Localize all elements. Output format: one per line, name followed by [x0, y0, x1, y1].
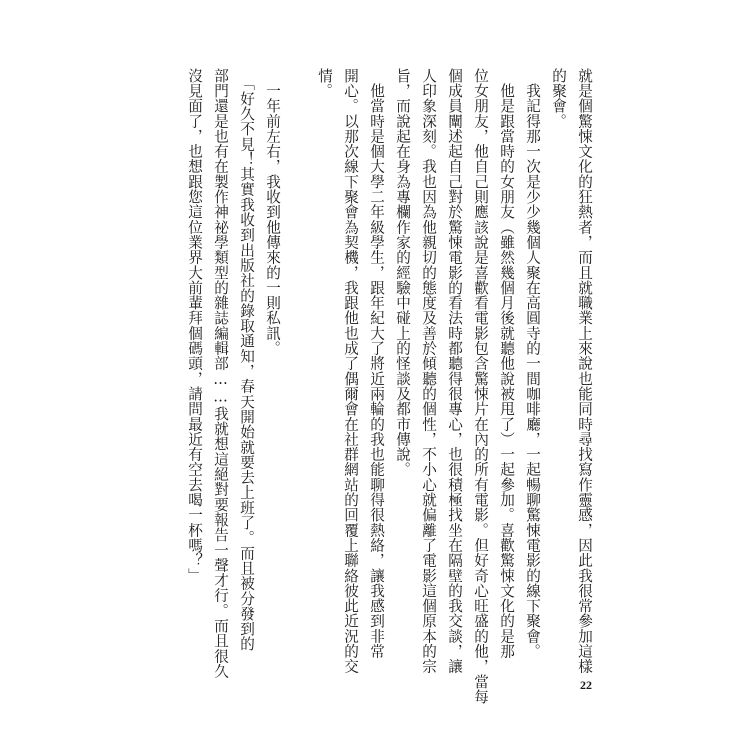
text-column: 的聚會。 — [550, 68, 567, 129]
text-column: 個成員闡述起自己對於驚悚電影的看法時都聽得很專心，也很積極找坐在隔壁的我交談，讓 — [446, 68, 463, 674]
text-column: 位女朋友，他自己則應該說是喜歡看電影包含驚悚片在內的所有電影。但好奇心旺盛的他，當每 — [472, 68, 489, 705]
text-column: 就是個驚悚文化的狂熱者，而且就職業上來說也能同時尋找寫作靈感，因此我很常參加這樣 — [576, 68, 593, 674]
text-column: 沒見面了，也想跟您這位業界大前輩拜個碼頭，請問最近有空去喝一杯嗎？」 — [186, 68, 203, 584]
page-number: 22 — [580, 678, 592, 692]
text-column: 人印象深刻。我也因為他親切的態度及善於傾聽的個性，不小心就偏離了電影這個原本的宗 — [420, 68, 437, 674]
text-column: 旨，而說起在身為專欄作家的經驗中碰上的怪談及都市傳說。 — [394, 68, 411, 478]
text-column: 情。 — [316, 68, 333, 99]
text-column: 他當時是個大學二年級學生，跟年紀大了將近兩輪的我也能聊得很熱絡，讓我感到非常 — [368, 68, 385, 659]
text-column: 「好久不見！其實我收到出版社的錄取通知，春天開始就要去上班了。而且被分發到的 — [238, 68, 255, 652]
text-column: 我記得那一次是少少幾個人聚在高圓寺的一間咖啡廳，一起暢聊驚悚電影的線下聚會。 — [524, 68, 541, 659]
text-column: 他是跟當時的女朋友（雖然幾個月後就聽他說被甩了）一起參加。喜歡驚悚文化的是那 — [498, 68, 515, 659]
text-column: 一年前左右，我收到他傳來的一則私訊。 — [264, 68, 281, 356]
text-column: 部門還是也有在製作神祕學類型的雜誌編輯部……我就想這絕對要報告一聲才行。而且很久 — [212, 68, 229, 679]
text-column: 開心。以那次線下聚會為契機，我跟他也成了偶爾會在社群網站的回覆上聯絡彼此近況的交 — [342, 68, 359, 674]
